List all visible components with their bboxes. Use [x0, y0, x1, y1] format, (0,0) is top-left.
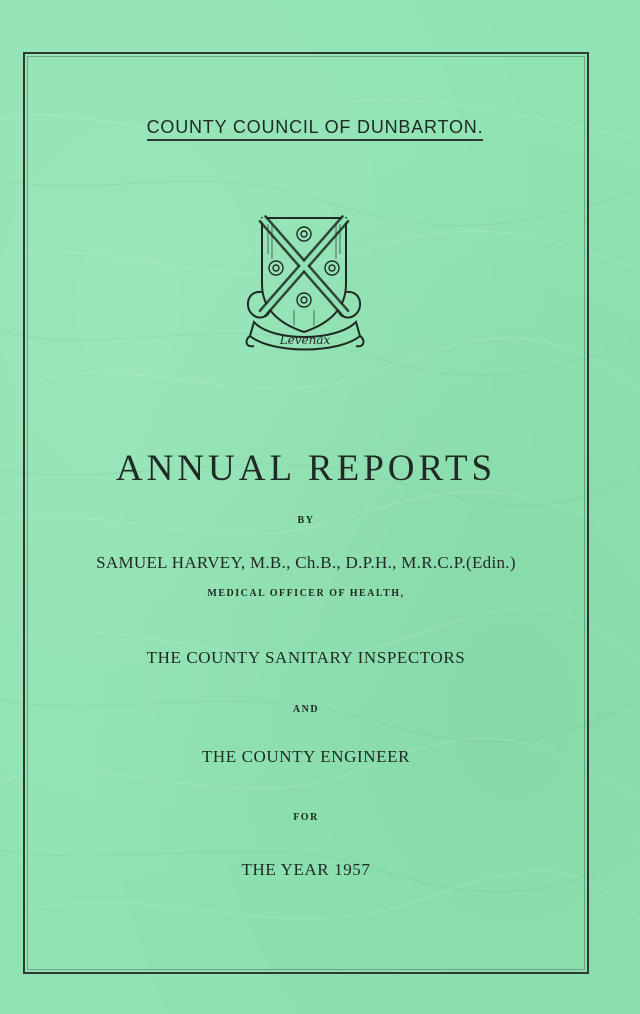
report-title: ANNUAL REPORTS	[115, 448, 497, 489]
engineer-line: THE COUNTY ENGINEER	[201, 747, 411, 766]
council-heading	[0, 117, 630, 138]
report-year: THE YEAR 1957	[241, 860, 371, 879]
and-label: AND	[292, 704, 320, 715]
for-label: FOR	[293, 812, 319, 823]
inner-border	[27, 56, 585, 970]
author-name: SAMUEL HARVEY, M.B., Ch.B., D.P.H., M.R.C.P.(Edin.)	[96, 553, 516, 572]
council-name: COUNTY COUNCIL OF DUNBARTON.	[147, 117, 484, 141]
coat-of-arms-icon	[242, 214, 368, 360]
by-label: BY	[297, 515, 315, 526]
crest-motto: Levenax	[279, 333, 331, 347]
inspectors-line: THE COUNTY SANITARY INSPECTORS	[146, 648, 466, 667]
author-role: MEDICAL OFFICER OF HEALTH,	[207, 588, 405, 599]
